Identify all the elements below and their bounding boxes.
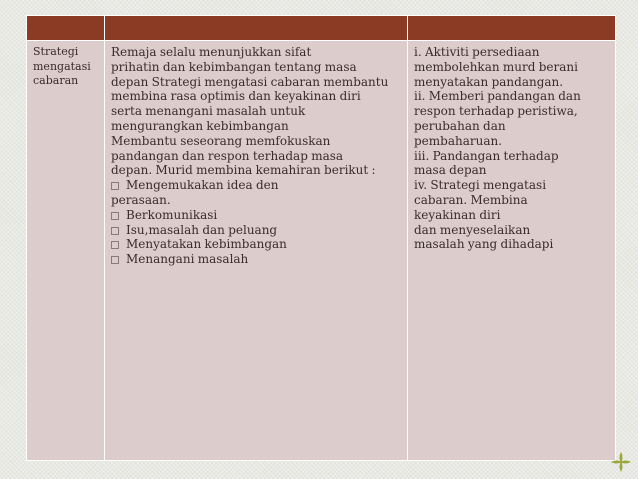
bullet-continuation: perasaan. xyxy=(111,192,171,207)
bullet-item: Berkomunikasi xyxy=(111,208,402,223)
activity-line: ii. Memberi pandangan dan xyxy=(414,89,581,104)
header-cell-3 xyxy=(408,16,616,41)
activities-cell xyxy=(408,41,616,461)
activity-line: respon terhadap peristiwa, xyxy=(414,104,578,119)
description-line: mengurangkan kebimbangan xyxy=(111,118,289,133)
content-table xyxy=(26,15,616,461)
activity-line: keyakinan diri xyxy=(414,207,501,222)
activity-line: membolehkan murd berani xyxy=(414,59,578,74)
activity-line: cabaran. Membina xyxy=(414,192,528,207)
title-line: mengatasi xyxy=(33,59,91,73)
title-line: cabaran xyxy=(33,74,79,87)
table-row xyxy=(27,41,616,461)
description-line: pandangan dan respon terhadap masa xyxy=(111,148,344,163)
activity-line: menyatakan pandangan. xyxy=(414,74,564,89)
checkbox-bullet-icon xyxy=(111,212,119,220)
title-line: Strategi xyxy=(33,45,79,58)
bullet-item: Isu,masalah dan peluang xyxy=(111,223,402,238)
activity-line: masalah yang dihadapi xyxy=(414,237,554,252)
activity-line: iv. Strategi mengatasi xyxy=(414,178,547,193)
checkbox-bullet-icon xyxy=(111,182,119,190)
fleuron-icon xyxy=(610,451,632,473)
description-line: depan. Murid membina kemahiran berikut : xyxy=(111,163,376,178)
checkbox-bullet-icon xyxy=(111,256,119,264)
strategy-title-cell xyxy=(27,41,105,461)
description-line: membina rasa optimis dan keyakinan diri xyxy=(111,89,361,104)
table-header-row xyxy=(27,16,616,41)
activity-line: i. Aktiviti persediaan xyxy=(414,45,540,59)
header-cell-2 xyxy=(105,16,408,41)
description-cell xyxy=(105,41,408,461)
description-line: serta menangani masalah untuk xyxy=(111,104,306,119)
checkbox-bullet-icon xyxy=(111,241,119,249)
description-line: Membantu seseorang memfokuskan xyxy=(111,133,331,148)
bullet-item: Mengemukakan idea den xyxy=(111,178,402,193)
header-cell-1 xyxy=(27,16,105,41)
activity-line: perubahan dan xyxy=(414,118,506,133)
activity-line: dan menyeselaikan xyxy=(414,222,531,237)
description-line: prihatin dan kebimbangan tentang masa xyxy=(111,59,357,74)
description-line: depan Strategi mengatasi cabaran membantu xyxy=(111,74,389,89)
activity-line: iii. Pandangan terhadap xyxy=(414,148,559,163)
bullet-item: Menangani masalah xyxy=(111,252,402,267)
description-line: Remaja selalu menunjukkan sifat xyxy=(111,45,312,59)
activity-line: pembaharuan. xyxy=(414,133,503,148)
bullet-item: Menyatakan kebimbangan xyxy=(111,237,402,252)
checkbox-bullet-icon xyxy=(111,227,119,235)
activity-line: masa depan xyxy=(414,163,487,178)
